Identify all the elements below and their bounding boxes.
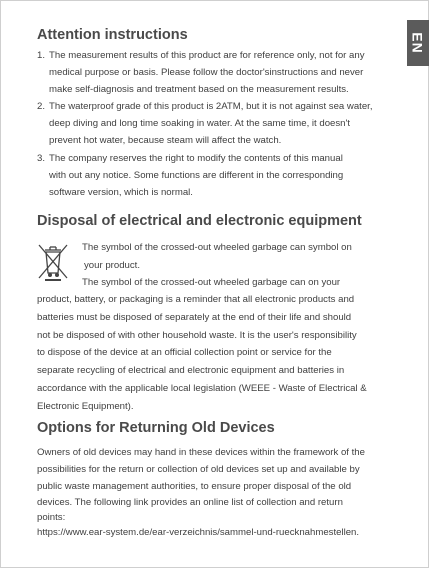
options-line: devices. The following link provides an online list of collection and return xyxy=(37,497,343,508)
list-number: 2. xyxy=(37,101,46,112)
list-item-line: deep diving and long time soaking in water. At the same time, it doesn't xyxy=(49,118,351,129)
list-item-line: make self-diagnosis and treatment based on the measurement results. xyxy=(49,84,349,95)
crossed-out-wheeled-bin-icon xyxy=(37,242,69,282)
disposal-line: to dispose of the device at an official collection point or service for the xyxy=(37,347,332,358)
list-item-line: The company reserves the right to modify the contents of this manual xyxy=(49,153,343,164)
disposal-line: The symbol of the crossed-out wheeled garbage can on your xyxy=(82,277,341,288)
link-text[interactable]: https://www.ear-system.de/ear-verzeichnis/sammel-und-ruecknahmestellen. xyxy=(37,527,360,538)
disposal-line: The symbol of the crossed-out wheeled garbage can symbol on xyxy=(82,242,352,253)
options-line: possibilities for the return or collection of old devices set up and available by xyxy=(37,464,360,475)
list-number: 3. xyxy=(37,153,46,164)
list-number: 1. xyxy=(37,50,46,61)
language-label: EN xyxy=(409,32,426,54)
list-item-line: medical purpose or basis. Please follow the doctor'sinstructions and never xyxy=(49,67,364,78)
disposal-line: Electronic Equipment). xyxy=(37,401,134,412)
list-item-line: The measurement results of this product are for reference only, not for any xyxy=(49,50,365,61)
list-item-line: The waterproof grade of this product is 2ATM, but it is not against sea water, xyxy=(49,101,373,112)
attention-heading: Attention instructions xyxy=(37,27,188,43)
disposal-line: product, battery, or packaging is a reminder that all electronic products and xyxy=(37,294,355,305)
list-item-line: with out any notice. Some functions are different in the corresponding xyxy=(49,170,344,181)
options-line: points: xyxy=(37,512,66,523)
list-item-line: prevent hot water, because steam will affect the watch. xyxy=(49,135,282,146)
options-heading: Options for Returning Old Devices xyxy=(37,420,275,436)
disposal-line: separate recycling of electrical and electronic equipment and batteries in xyxy=(37,365,345,376)
disposal-line: not be disposed of with other household waste. It is the user's responsibility xyxy=(37,330,357,341)
list-item-line: software version, which is normal. xyxy=(49,187,193,198)
options-line: public waste management authorities, to ensure proper disposal of the old xyxy=(37,481,352,492)
options-line: Owners of old devices may hand in these devices within the framework of the xyxy=(37,447,365,458)
disposal-heading: Disposal of electrical and electronic equipment xyxy=(37,213,362,229)
language-tab xyxy=(407,20,429,66)
disposal-line: your product. xyxy=(84,260,140,271)
disposal-line: accordance with the applicable local legislation (WEEE - Waste of Electrical & xyxy=(37,383,367,394)
disposal-line: batteries must be disposed of separately at the end of their life and should xyxy=(37,312,352,323)
